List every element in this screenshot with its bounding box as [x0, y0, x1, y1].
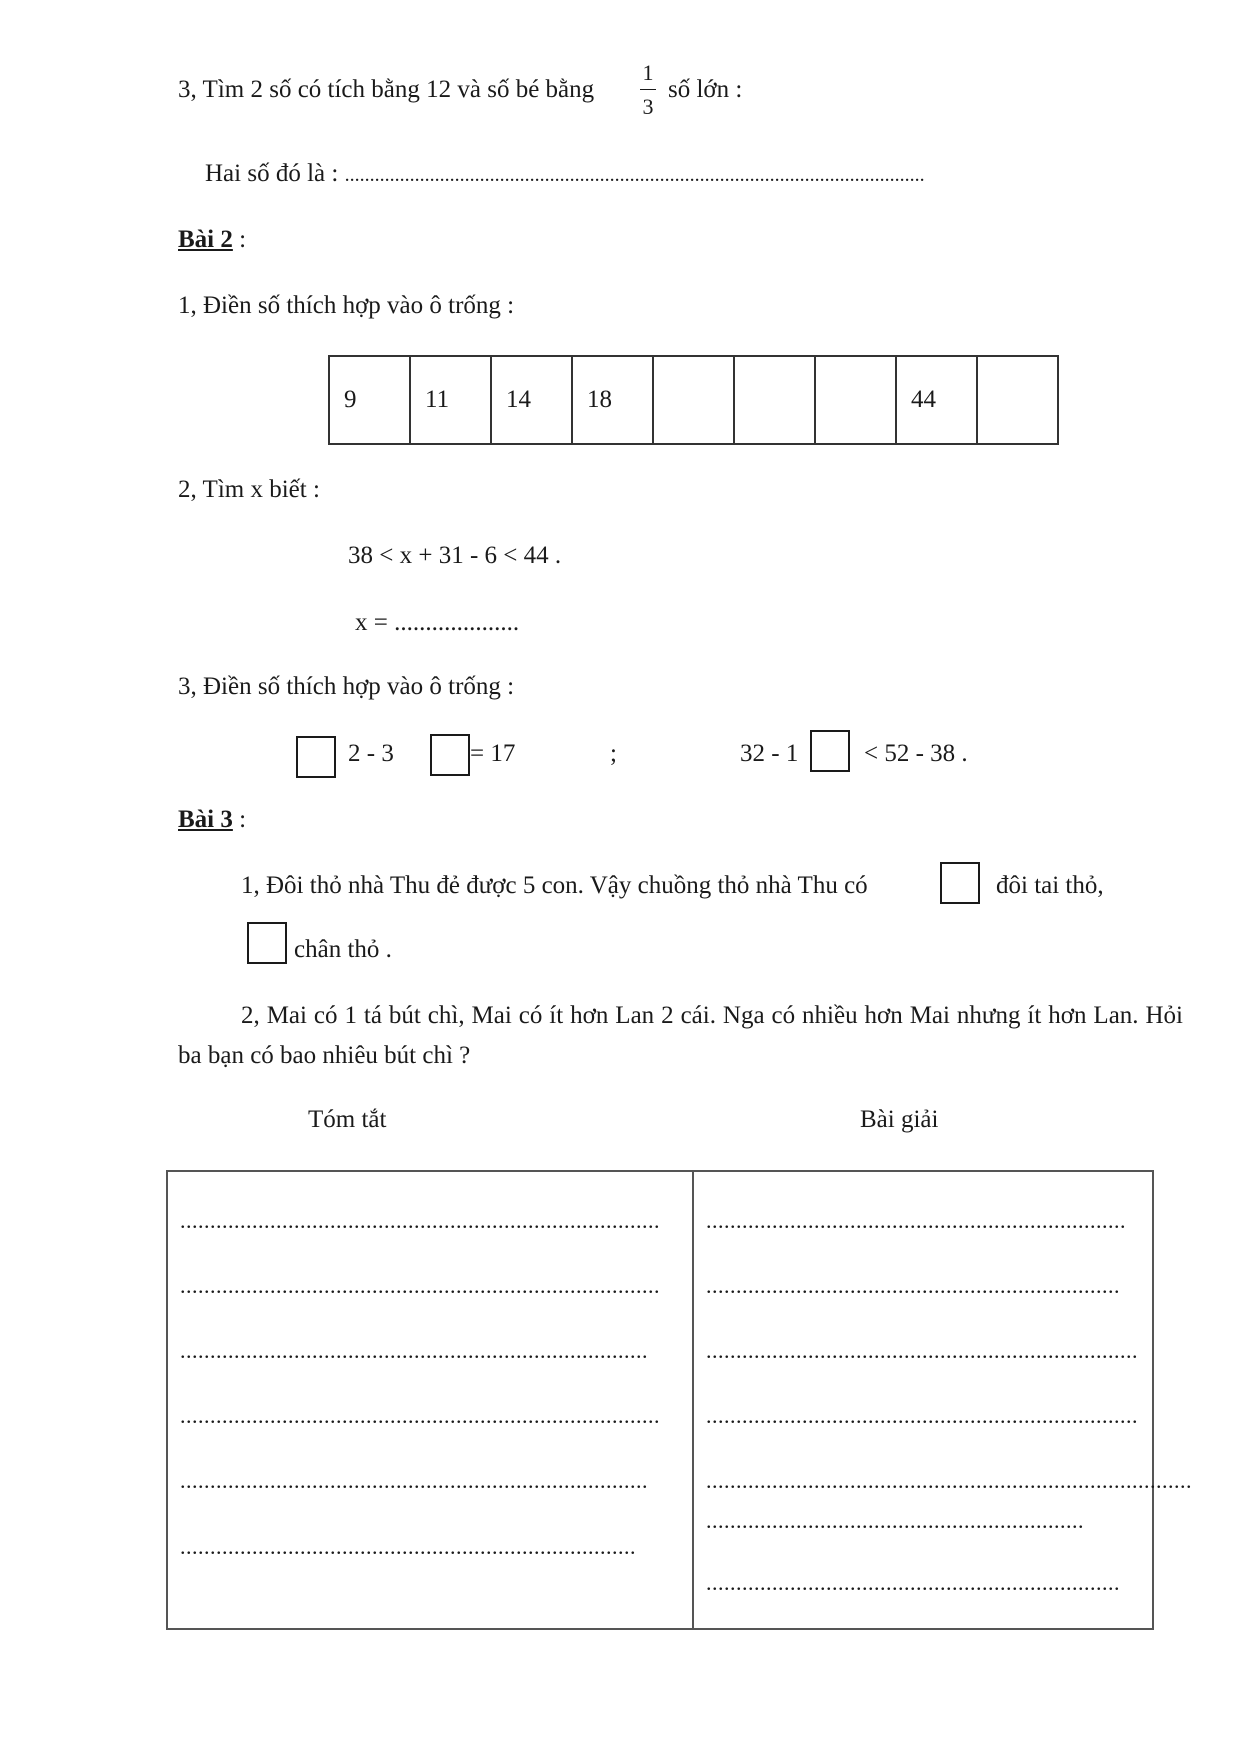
equation-separator: ;	[610, 740, 617, 767]
problem-3-after: số lớn :	[668, 76, 743, 103]
summary-line[interactable]: ................................................................................	[180, 1208, 660, 1233]
fraction-bar	[640, 89, 656, 90]
sequence-cell: 9	[329, 356, 410, 444]
sequence-cell: 44	[896, 356, 977, 444]
answer-label: Hai số đó là :	[205, 160, 345, 187]
answer-line	[205, 160, 925, 188]
section-bai-2-colon: :	[232, 226, 247, 253]
summary-line[interactable]: ..............................................................................	[180, 1468, 648, 1493]
summary-line[interactable]: ..............................................................................	[180, 1338, 648, 1363]
bai2-question-2: 2, Tìm x biết :	[178, 476, 320, 503]
x-answer[interactable]: x = ....................	[355, 609, 520, 636]
work-area	[166, 1170, 1192, 1630]
section-bai-2	[178, 226, 246, 254]
sequence-cell-blank[interactable]	[977, 356, 1058, 444]
sequence-cell: 14	[491, 356, 572, 444]
summary-line[interactable]: ................................................................................	[180, 1273, 660, 1298]
summary-line[interactable]: ................................................................................	[180, 1403, 660, 1428]
section-bai-3	[178, 806, 246, 834]
blank-box-legs[interactable]	[247, 922, 287, 964]
summary-line[interactable]: ............................................................................	[180, 1534, 636, 1559]
bai3-question-1-part1: 1, Đôi thỏ nhà Thu đẻ được 5 con. Vậy chuồng thỏ nhà Thu có	[241, 872, 868, 899]
sequence-cell: 11	[410, 356, 491, 444]
sequence-cell: 18	[572, 356, 653, 444]
number-sequence-table	[328, 355, 1059, 445]
problem-3-text	[178, 76, 594, 104]
problem-3-before: 3, Tìm 2 số có tích bằng 12 và số bé bằng	[178, 76, 595, 103]
solution-line[interactable]: ........................................................................	[706, 1403, 1138, 1428]
section-bai-3-title: Bài 3	[178, 806, 233, 833]
solution-line[interactable]: .....................................................................	[706, 1273, 1120, 1298]
solution-line[interactable]: .....................................................................	[706, 1570, 1120, 1595]
equation-2-end: < 52 - 38 .	[864, 740, 968, 767]
blank-box-1[interactable]	[296, 736, 336, 778]
bai3-question-2: 2, Mai có 1 tá bút chì, Mai có ít hơn Lan 2 cái. Nga có nhiều hơn Mai nhưng ít hơn Lan. Hỏi ba bạn có bao nhiêu bút chì ?	[178, 1002, 1183, 1069]
blank-box-ears[interactable]	[940, 862, 980, 904]
fraction-numerator: 1	[642, 60, 654, 85]
answer-dots[interactable]: ....................................................................................................................	[344, 164, 925, 186]
section-bai-2-title: Bài 2	[178, 226, 233, 253]
equation-2-start: 32 - 1	[740, 740, 799, 767]
bai2-question-3: 3, Điền số thích hợp vào ô trống :	[178, 673, 515, 700]
sequence-cell-blank[interactable]	[734, 356, 815, 444]
equation-1-end: = 17	[470, 740, 516, 767]
equation-1-middle: 2 - 3	[348, 740, 394, 767]
solution-line[interactable]: ...............................................................	[706, 1508, 1084, 1533]
solution-line[interactable]: ........................................................................	[706, 1338, 1138, 1363]
sequence-cell-blank[interactable]	[653, 356, 734, 444]
fraction-denominator: 3	[642, 94, 654, 119]
blank-box-2[interactable]	[430, 734, 470, 776]
summary-heading: Tóm tắt	[308, 1106, 387, 1133]
bai3-question-1-part2: đôi tai thỏ,	[996, 872, 1104, 899]
solution-line[interactable]: .................................................................................	[706, 1468, 1192, 1493]
solution-heading: Bài giải	[860, 1106, 939, 1133]
work-area-divider	[692, 1172, 694, 1628]
table-row	[329, 356, 1058, 444]
blank-box-3[interactable]	[810, 730, 850, 772]
solution-line[interactable]: ......................................................................	[706, 1208, 1126, 1233]
bai2-question-1: 1, Điền số thích hợp vào ô trống :	[178, 292, 515, 319]
sequence-cell-blank[interactable]	[815, 356, 896, 444]
bai3-question-1-part3: chân thỏ .	[294, 936, 392, 963]
section-bai-3-colon: :	[232, 806, 247, 833]
inequality: 38 < x + 31 - 6 < 44 .	[348, 542, 562, 569]
